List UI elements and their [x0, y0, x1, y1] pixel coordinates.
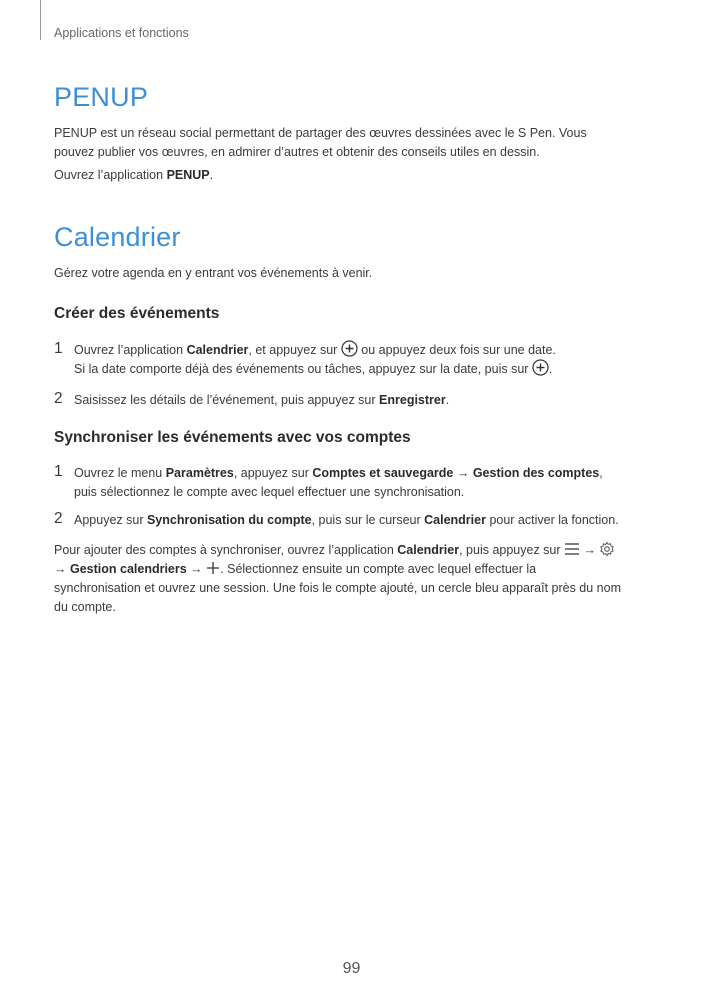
step-text: ou appuyez deux fois sur une date.: [357, 343, 556, 357]
penup-description: PENUP est un réseau social permettant de partager des œuvres dessinées avec le S Pen. Vous pouvez publier vos œuvres, en admirer d’autres et obtenir des conseils utiles en dessin.: [54, 126, 587, 159]
add-icon: [206, 561, 220, 575]
step-text: .: [445, 393, 450, 407]
sync-events-heading: Synchroniser les événements avec vos comptes: [54, 429, 411, 446]
calendar-title: Calendrier: [54, 222, 181, 252]
page-number: 99: [342, 960, 361, 977]
penup-open-prefix: Ouvrez l’application: [54, 168, 167, 182]
step-text: Saisissez les détails de l’événement, puis appuyez sur: [74, 393, 380, 407]
step-text: Si la date comporte déjà des événements ou tâches, appuyez sur la date, puis sur: [74, 362, 532, 376]
step-text: , puis sur le curseur: [311, 513, 425, 527]
calendar-intro: Gérez votre agenda en y entrant vos événements à venir.: [54, 266, 373, 280]
arrow-text: →: [54, 562, 70, 576]
penup-open-instruction: [54, 166, 624, 185]
penup-open-suffix: .: [209, 168, 214, 182]
arrow-text: →: [186, 562, 207, 576]
add-circle-icon: [341, 340, 358, 357]
note-text: Pour ajouter des comptes à synchroniser, ouvrez l’application: [54, 543, 398, 557]
settings-label: Paramètres: [165, 466, 234, 480]
note-text: . Sélectionnez ensuite un compte avec lequel effectuer la synchronisation et ouvrez une session. Une fois le compte ajouté, un cercle bleu apparaît près du nom du compte.: [54, 562, 621, 614]
penup-app-name: PENUP: [166, 168, 210, 182]
step-number: 2: [54, 510, 63, 527]
create-step-2: [54, 391, 624, 410]
step-number: 2: [54, 390, 63, 407]
step-text: Ouvrez le menu: [74, 466, 166, 480]
calendar-switch-label: Calendrier: [424, 513, 486, 527]
note-text: , puis appuyez sur: [459, 543, 565, 557]
calendar-app-name: Calendrier: [186, 343, 249, 357]
gear-icon: [599, 541, 615, 557]
step-text: , appuyez sur: [233, 466, 313, 480]
calendar-app-name: Calendrier: [397, 543, 460, 557]
manage-accounts-label: Gestion des comptes: [472, 466, 600, 480]
create-events-heading: Créer des événements: [54, 305, 220, 322]
step-text: , et appuyez sur: [248, 343, 341, 357]
menu-icon: [564, 542, 580, 556]
add-circle-icon: [532, 359, 549, 376]
step-text: Appuyez sur: [74, 513, 147, 527]
manage-calendars-label: Gestion calendriers: [69, 562, 187, 576]
sync-step-1: [54, 464, 624, 502]
penup-title: PENUP: [54, 82, 149, 112]
running-header: Applications et fonctions: [54, 26, 189, 40]
sync-step-2: [54, 511, 624, 530]
arrow-text: →: [453, 466, 473, 480]
arrow-text: →: [580, 543, 600, 557]
save-label: Enregistrer: [379, 393, 446, 407]
step-text: .: [548, 362, 553, 376]
create-step-1: [54, 341, 624, 379]
sync-note: [54, 541, 624, 617]
account-sync-label: Synchronisation du compte: [146, 513, 312, 527]
step-number: 1: [54, 340, 63, 357]
step-text: Ouvrez l’application: [74, 343, 187, 357]
step-text: , puis sélectionnez le compte avec lequel effectuer une synchronisation.: [74, 466, 603, 499]
step-number: 1: [54, 463, 63, 480]
accounts-backup-label: Comptes et sauvegarde: [312, 466, 454, 480]
step-text: pour activer la fonction.: [485, 513, 619, 527]
header-rule: [40, 0, 41, 40]
